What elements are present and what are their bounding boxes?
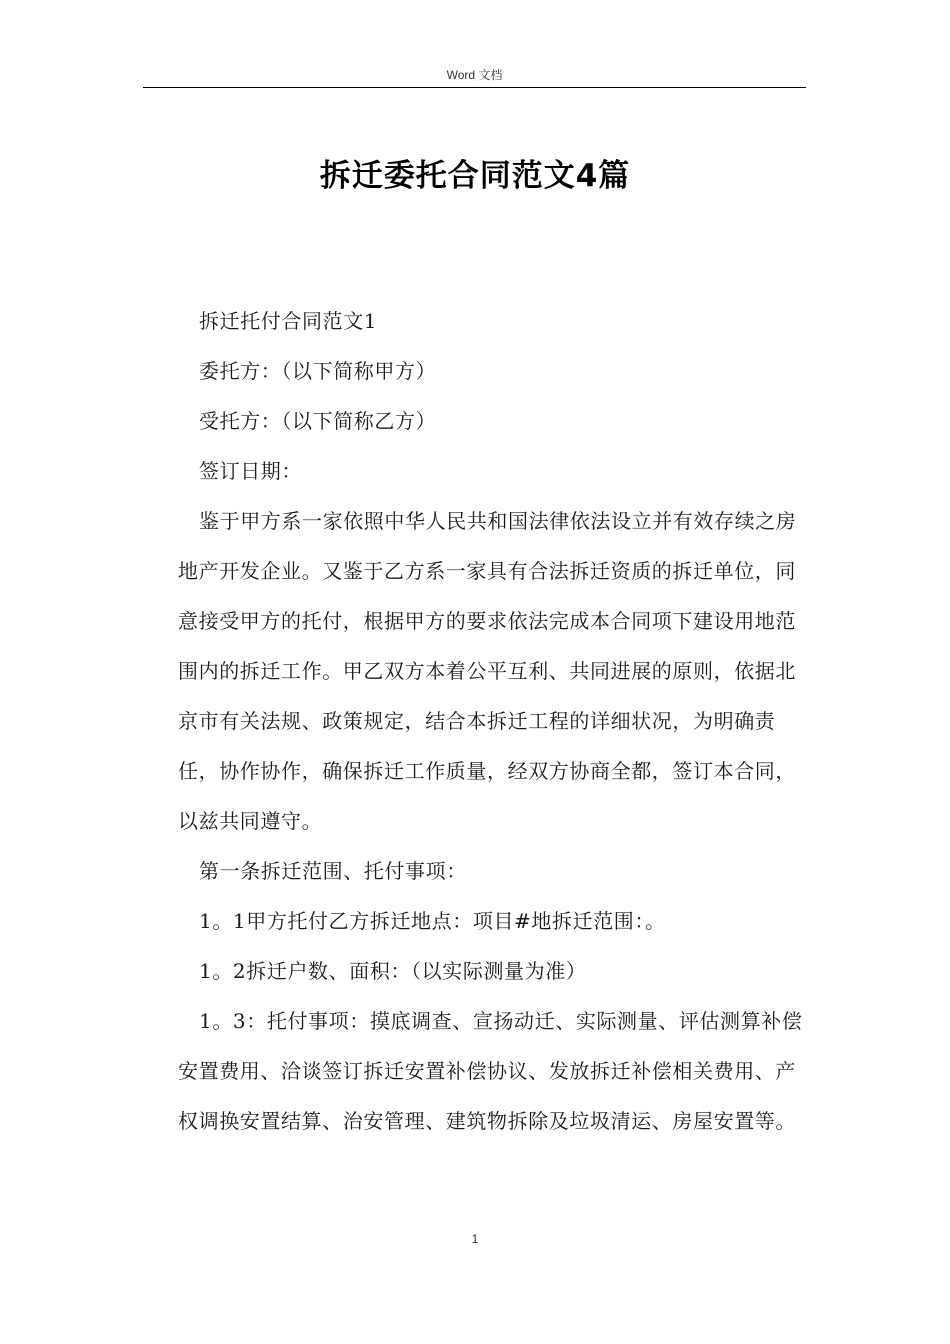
article-heading: 第一条拆迁范围、托付事项：	[199, 859, 467, 883]
document-body	[178, 296, 806, 1146]
clause-1-1: 1。1甲方托付乙方拆迁地点：项目#地拆迁范围：。	[199, 909, 666, 933]
document-title: 拆迁委托合同范文4篇	[319, 158, 631, 194]
header-divider	[143, 87, 806, 88]
paragraph-agent: 受托方：（以下简称乙方）	[199, 409, 437, 433]
page-header: Word 文档	[446, 68, 503, 82]
clause-1-2: 1。2拆迁户数、面积：（以实际测量为准）	[199, 959, 587, 983]
paragraph-principal: 委托方：（以下简称甲方）	[199, 359, 437, 383]
clause-1-3: 1。3：托付事项：摸底调查、宣扬动迁、实际测量、评估测算补偿安置费用、洽谈签订拆迁安置补偿协议、发放拆迁补偿相关费用、产权调换安置结算、治安管理、建筑物拆除及垃圾清运、房屋安置等。	[178, 1009, 803, 1133]
section-heading: 拆迁托付合同范文1	[199, 309, 378, 333]
page-number: 1	[471, 1232, 479, 1246]
paragraph-sign-date: 签订日期：	[199, 459, 302, 483]
paragraph-preamble: 鉴于甲方系一家依照中华人民共和国法律依法设立并有效存续之房地产开发企业。又鉴于乙方系一家具有合法拆迁资质的拆迁单位，同意接受甲方的托付，根据甲方的要求依法完成本合同项下建设用地范围内的拆迁工作。甲乙双方本着公平互利、共同进展的原则，依据北京市有关法规、政策规定，结合本拆迁工程的详细状况，为明确责任，协作协作，确保拆迁工作质量，经双方协商全都，签订本合同，以兹共同遵守。	[178, 509, 797, 833]
